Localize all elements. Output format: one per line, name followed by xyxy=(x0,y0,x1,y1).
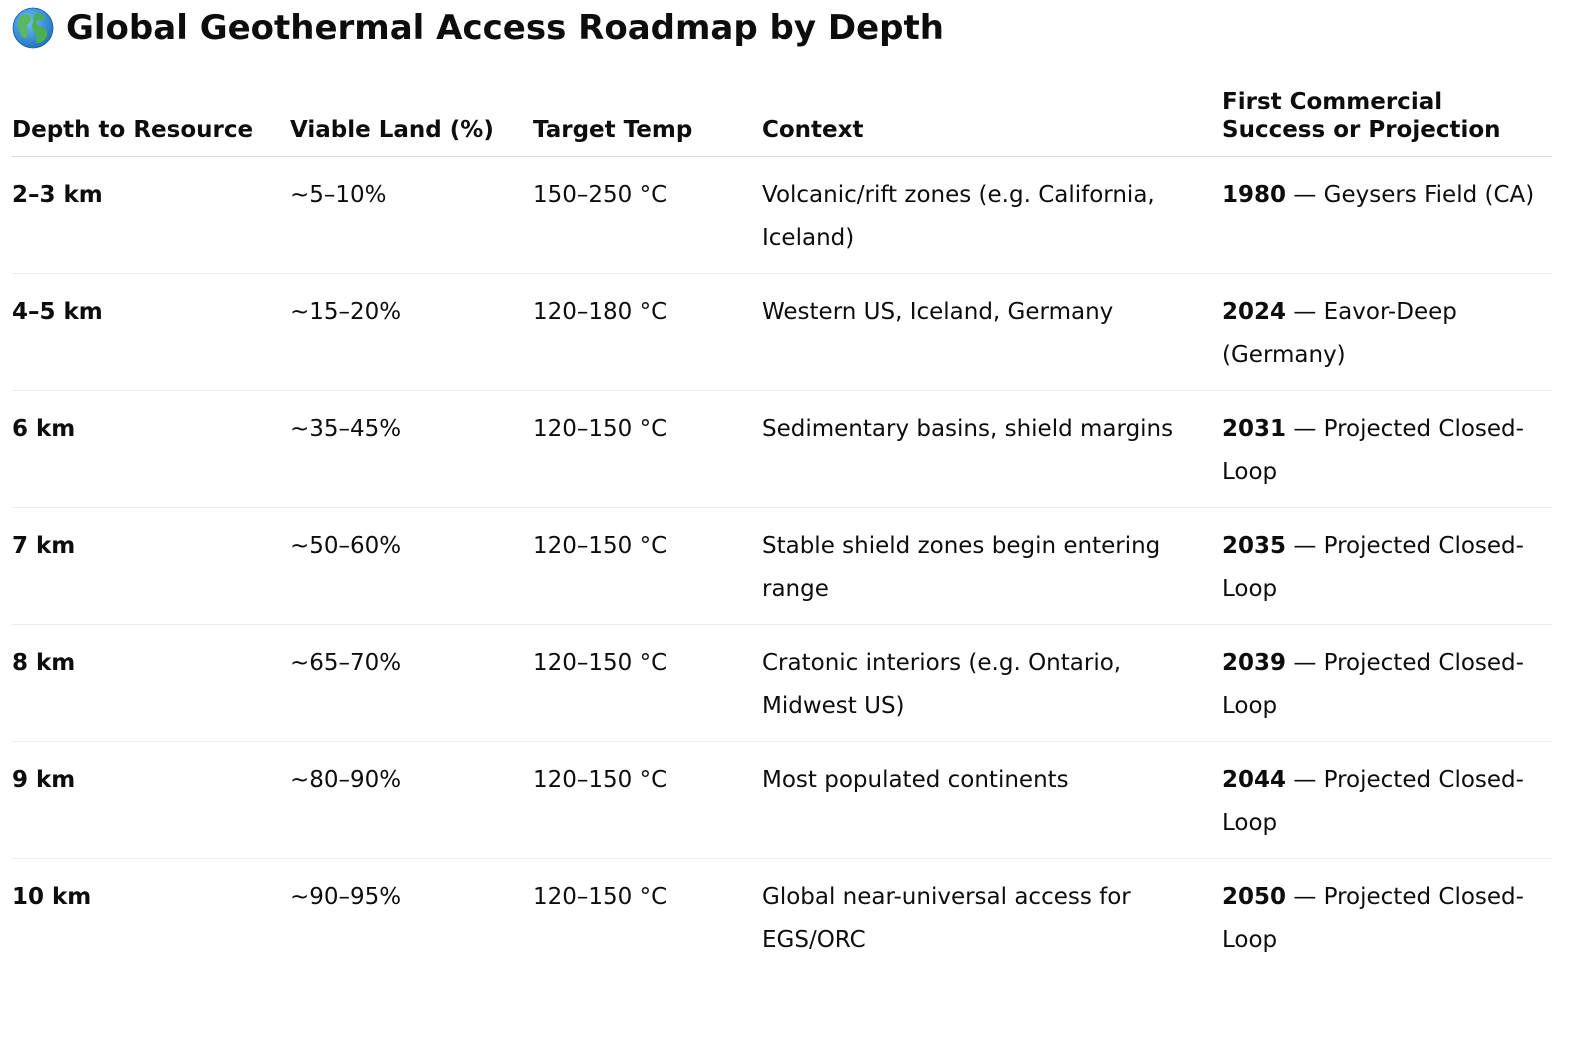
cell-depth: 9 km xyxy=(12,742,290,859)
header-viable-land: Viable Land (%) xyxy=(290,82,533,157)
cell-first-success xyxy=(1222,742,1552,859)
page-title: Global Geothermal Access Roadmap by Depth xyxy=(66,8,944,48)
milestone-text: — Projected Closed-Loop xyxy=(1222,884,1524,953)
cell-depth: 8 km xyxy=(12,625,290,742)
cell-viable-land: ~50–60% xyxy=(290,508,533,625)
milestone-text: — Projected Closed-Loop xyxy=(1222,533,1524,602)
cell-target-temp: 120–150 °C xyxy=(533,625,762,742)
cell-target-temp: 120–150 °C xyxy=(533,884,668,910)
table-row xyxy=(12,859,1552,976)
globe-icon xyxy=(12,7,54,49)
milestone-text: — Projected Closed-Loop xyxy=(1222,416,1524,485)
milestone-year: 2024 xyxy=(1222,299,1287,325)
milestone-text: — Projected Closed-Loop xyxy=(1222,650,1524,719)
cell-context: Volcanic/rift zones (e.g. California, Iceland) xyxy=(762,157,1222,274)
cell-viable-land: ~5–10% xyxy=(290,157,533,274)
cell-context: Global near-universal access for EGS/ORC xyxy=(762,884,1131,953)
cell-viable-land: ~90–95% xyxy=(290,884,402,910)
cell-first-success xyxy=(1222,859,1552,976)
milestone-year: 2044 xyxy=(1222,767,1287,793)
roadmap-table xyxy=(12,82,1552,975)
cell-target-temp: 120–150 °C xyxy=(533,742,762,859)
header-depth: Depth to Resource xyxy=(12,82,290,157)
header-target-temp: Target Temp xyxy=(533,82,762,157)
table-row xyxy=(12,274,1552,391)
table-row xyxy=(12,157,1552,274)
cell-context: Sedimentary basins, shield margins xyxy=(762,391,1222,508)
cell-depth: 6 km xyxy=(12,391,290,508)
cell-depth: 7 km xyxy=(12,508,290,625)
title-row xyxy=(12,6,944,50)
table-body xyxy=(12,157,1552,976)
cell-depth: 2–3 km xyxy=(12,157,290,274)
milestone-year: 1980 xyxy=(1222,182,1287,208)
cell-viable-land: ~15–20% xyxy=(290,274,533,391)
cell-first-success xyxy=(1222,274,1552,391)
milestone-text: — Projected Closed-Loop xyxy=(1222,767,1524,836)
cell-target-temp: 120–150 °C xyxy=(533,508,762,625)
milestone-text: — Geysers Field (CA) xyxy=(1286,182,1535,208)
cell-context: Most populated continents xyxy=(762,742,1222,859)
cell-target-temp: 120–180 °C xyxy=(533,274,762,391)
header-context: Context xyxy=(762,82,1222,157)
cell-viable-land: ~35–45% xyxy=(290,391,533,508)
table-row xyxy=(12,742,1552,859)
cell-first-success xyxy=(1222,625,1552,742)
cell-first-success xyxy=(1222,508,1552,625)
header-first-success: First Commercial Success or Projection xyxy=(1222,82,1552,157)
cell-context: Western US, Iceland, Germany xyxy=(762,274,1222,391)
milestone-year: 2035 xyxy=(1222,533,1287,559)
cell-viable-land: ~65–70% xyxy=(290,625,533,742)
table-header-row xyxy=(12,82,1552,157)
milestone-year: 2050 xyxy=(1222,884,1287,910)
milestone-text: — Eavor-Deep (Germany) xyxy=(1222,299,1457,368)
cell-target-temp: 120–150 °C xyxy=(533,391,762,508)
cell-context: Cratonic interiors (e.g. Ontario, Midwest US) xyxy=(762,625,1222,742)
cell-first-success xyxy=(1222,391,1552,508)
cell-context: Stable shield zones begin entering range xyxy=(762,508,1222,625)
table-row xyxy=(12,625,1552,742)
cell-depth: 4–5 km xyxy=(12,274,290,391)
table-row xyxy=(12,391,1552,508)
table-row xyxy=(12,508,1552,625)
cell-depth: 10 km xyxy=(12,884,92,910)
cell-target-temp: 150–250 °C xyxy=(533,157,762,274)
milestone-year: 2039 xyxy=(1222,650,1287,676)
cell-viable-land: ~80–90% xyxy=(290,742,533,859)
milestone-year: 2031 xyxy=(1222,416,1287,442)
cell-first-success xyxy=(1222,157,1552,274)
